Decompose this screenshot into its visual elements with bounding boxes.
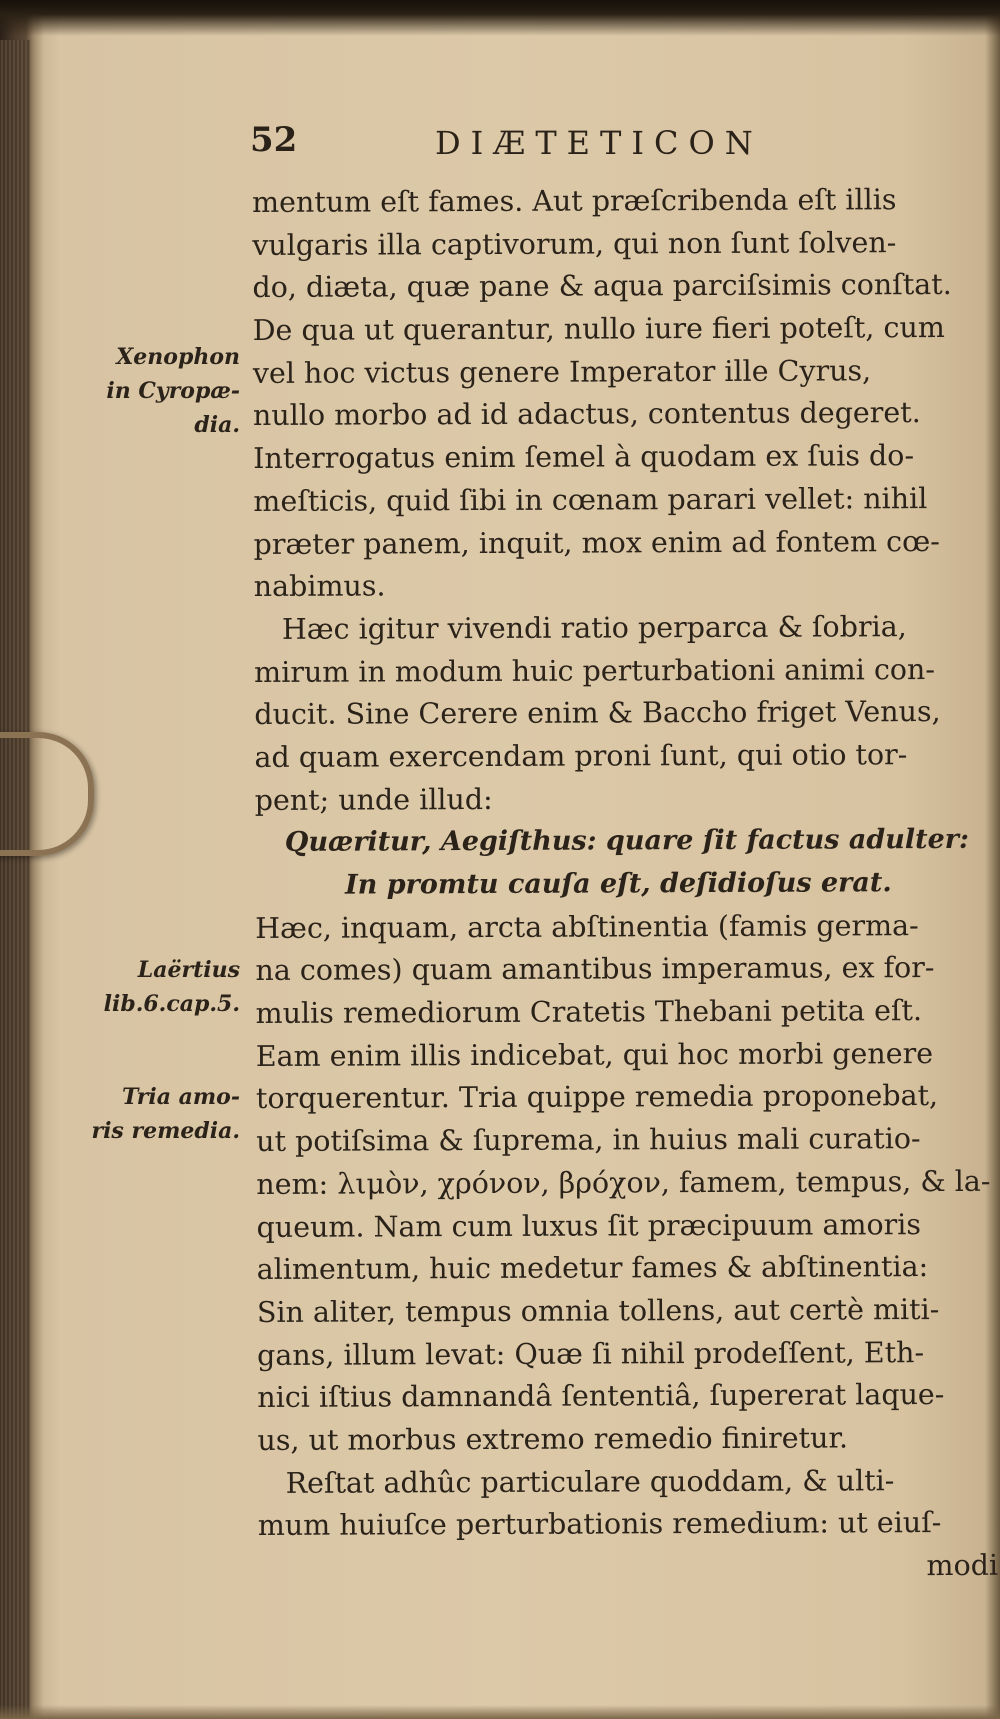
page-header	[250, 120, 990, 170]
page-edges	[0, 40, 30, 1719]
text-line: Hæc igitur vivendi ratio perparca & ſobria,	[281, 610, 907, 646]
text-line: mirum in modum huic perturbationi animi con-	[254, 652, 936, 689]
top-shadow	[0, 0, 1000, 36]
text-line: mum huiuſce perturbationis remedium: ut eiuſ-	[257, 1506, 942, 1543]
running-title: DIÆTETICON	[435, 124, 763, 162]
text-line: Hæc, inquam, arcta abſtinentia (famis germa-	[255, 908, 919, 945]
text-line: mulis remediorum Cratetis Thebani petita eſt.	[255, 994, 923, 1031]
text-line: Interrogatus enim ſemel à quodam ex ſuis do-	[253, 439, 915, 476]
margin-note-line: Tria amo-	[122, 1084, 240, 1110]
margin-note-line: lib.6.cap.5.	[103, 991, 240, 1017]
text-line: alimentum, huic medetur fames & abſtinentia:	[256, 1250, 929, 1287]
text-line: na comes) quam amantibus imperamus, ex for-	[255, 951, 935, 988]
text-line: præter panem, inquit, mox enim ad fontem cœ-	[253, 524, 940, 561]
text-line: ducit. Sine Cerere enim & Baccho friget Venus,	[254, 695, 941, 732]
body-text	[252, 179, 998, 1591]
text-line: Eam enim illis indicebat, qui hoc morbi genere	[255, 1036, 934, 1073]
text-line: do, diæta, quæ pane & aqua parciſsimis conſtat.	[252, 268, 952, 305]
margin-note-laertius	[60, 953, 240, 1021]
verse-line: In promtu cauſa eſt, deſidioſus erat.	[345, 867, 892, 901]
text-line: nici iſtius damnandâ ſententiâ, ſupererat laque-	[257, 1378, 945, 1415]
catchword: modi	[926, 1548, 999, 1583]
margin-note-line: ris remedia.	[91, 1118, 240, 1144]
text-line: ut potiſsima & ſuprema, in huius mali curatio-	[256, 1122, 921, 1159]
text-line: nullo morbo ad id adactus, contentus degeret.	[252, 396, 921, 433]
text-line: meſticis, quid ſibi in cœnam parari vellet: nihil	[253, 481, 928, 518]
text-line: gans, illum levat: Quæ ſi nihil prodeſſent, Eth-	[257, 1335, 925, 1372]
text-line: vulgaris illa captivorum, qui non ſunt ſolven-	[252, 225, 897, 262]
margin-note-line: Laërtius	[137, 957, 240, 983]
page-number: 52	[250, 120, 298, 160]
text-line: nem: λιμὸν, χρόνον, βρόχον, famem, tempus, & la-	[256, 1164, 991, 1201]
margin-note-line: Xenophon	[116, 344, 240, 370]
text-line: queum. Nam cum luxus ſit præcipuum amoris	[256, 1207, 922, 1244]
text-line: pent; unde illud:	[254, 782, 493, 817]
text-line: ad quam exercendam proni ſunt, qui otio tor-	[254, 738, 908, 774]
margin-note-line: in Cyropæ-	[106, 378, 240, 404]
margin-note-line: dia.	[194, 412, 240, 438]
text-line: torquerentur. Tria quippe remedia proponebat,	[255, 1079, 939, 1116]
text-line: nabimus.	[253, 569, 386, 604]
text-line: De qua ut querantur, nullo iure fieri poteſt, cum	[252, 311, 945, 348]
text-line: Sin aliter, tempus omnia tollens, aut certè miti-	[256, 1292, 940, 1329]
bottom-edge	[0, 1705, 1000, 1719]
text-line: us, ut morbus extremo remedio finiretur.	[257, 1421, 849, 1457]
text-line: mentum eſt fames. Aut præſcribenda eſt illis	[252, 183, 897, 219]
text-line: vel hoc victus genere Imperator ille Cyrus,	[252, 354, 872, 390]
verse-line: Quæritur, Aegiſthus: quare ſit factus adulter:	[284, 824, 969, 859]
clasp-strap	[0, 732, 94, 856]
margin-note-tria	[60, 1080, 240, 1148]
margin-note-xenophon	[60, 340, 240, 442]
text-line: Reſtat adhûc particulare quoddam, & ulti-	[285, 1463, 895, 1500]
